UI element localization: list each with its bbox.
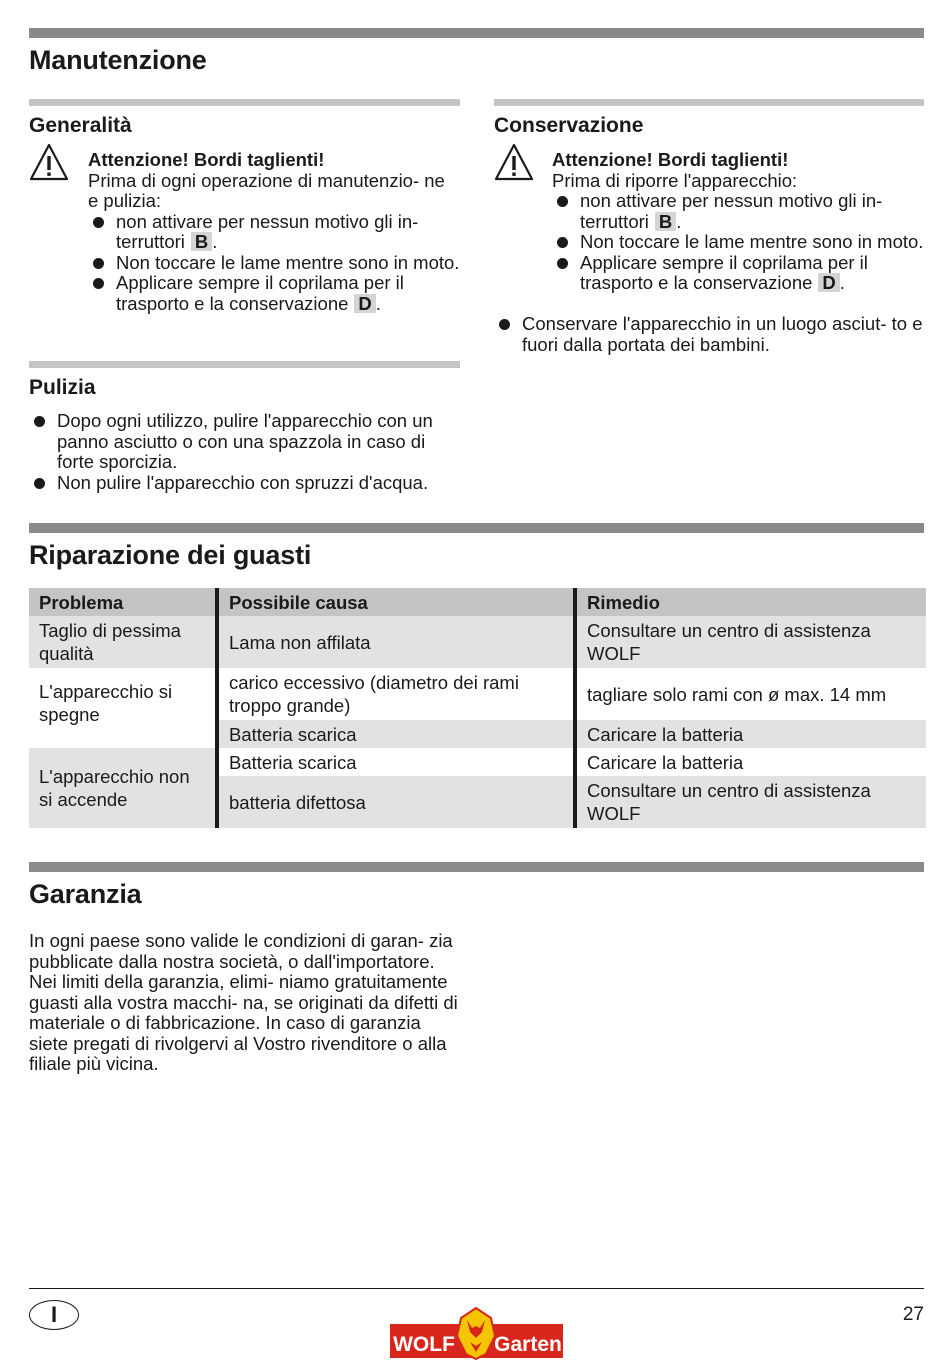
section-title-garanzia: Garanzia [29,879,142,909]
warning-intro: Prima di ogni operazione di manutenzio- ne e pulizia: [88,169,445,211]
subsection-title-generalita: Generalità [29,114,132,137]
subsection-title-conservazione: Conservazione [494,114,644,137]
table-cell: Consultare un centro di assistenza WOLF [575,616,926,668]
warning-title: Attenzione! Bordi taglienti! [552,149,789,170]
list-item: Conservare l'apparecchio in un luogo asciut- to e fuori dalla portata dei bambini. [494,314,924,355]
subsection-bar [494,99,924,106]
table-cell: L'apparecchio si spegne [29,668,217,748]
table-cell: Caricare la batteria [575,748,926,776]
warning-triangle-icon [494,143,534,181]
svg-text:Garten: Garten [494,1333,562,1356]
garanzia-text: In ogni paese sono valide le condizioni di garan- zia pubblicate dalla nostra società, o dall'importatore. Nei limiti della garanzia, elimi- niamo gratuitamente guasti alla vostra macchi- na, se originati da difetti di materiale o di fabbricazione. In caso di garanzia siete pregati di rivolgervi al Vostro rivenditore o alla filiale più vicina. [29,930,458,1074]
list-item: Applicare sempre il coprilama per il trasporto e la conservazione D . [552,253,924,294]
table-cell: Lama non affilata [217,616,575,668]
section-bar [29,862,924,872]
table-cell: Batteria scarica [217,720,575,748]
generalita-warning-block [88,150,460,314]
footer-divider [29,1288,924,1289]
list-item: Non pulire l'apparecchio con spruzzi d'acqua. [29,473,465,494]
troubleshooting-table [29,588,926,828]
table-cell: L'apparecchio non si accende [29,748,217,828]
table-cell: Batteria scarica [217,748,575,776]
switch-key-label: B [191,232,212,251]
section-title-manutenzione: Manutenzione [29,45,207,75]
pulizia-list [29,411,465,493]
table-header-row [29,588,926,616]
page-number: 27 [902,1304,924,1325]
section-bar [29,28,924,38]
table-cell: Taglio di pessima qualità [39,620,181,664]
section-title-riparazione: Riparazione dei guasti [29,540,312,570]
column-header-rimedio: Rimedio [575,588,926,616]
column-header-problema: Problema [29,588,217,616]
table-cell: Caricare la batteria [575,720,926,748]
table-row [29,668,926,720]
warning-intro: Prima di riporre l'apparecchio: [552,169,798,191]
list-item: Non toccare le lame mentre sono in moto. [88,253,460,274]
table-cell: Consultare un centro di assistenza WOLF [575,776,926,828]
language-badge: I [29,1300,79,1330]
wolf-garten-logo [390,1306,563,1360]
list-item: Non toccare le lame mentre sono in moto. [552,232,924,253]
list-item: non attivare per nessun motivo gli in- terruttori B . [88,212,460,253]
list-item: Applicare sempre il coprilama per il trasporto e la conservazione D . [88,273,460,314]
subsection-bar [29,361,460,368]
table-row [29,616,926,668]
subsection-bar [29,99,460,106]
column-header-causa: Possibile causa [217,588,575,616]
conservazione-warning-block [552,150,924,294]
cover-key-label: D [818,273,839,292]
warning-triangle-icon [29,143,69,181]
section-bar [29,523,924,533]
cover-key-label: D [354,294,375,313]
list-item: non attivare per nessun motivo gli in- terruttori B . [552,191,924,232]
list-item: Dopo ogni utilizzo, pulire l'apparecchio con un panno asciutto o con una spazzola in caso di forte sporcizia. [29,411,465,473]
subsection-title-pulizia: Pulizia [29,376,96,399]
table-row [29,748,926,776]
switch-key-label: B [655,212,676,231]
table-cell: tagliare solo rami con ø max. 14 mm [575,668,926,720]
svg-text:WOLF: WOLF [393,1333,455,1356]
table-cell: batteria difettosa [217,776,575,828]
table-cell: carico eccessivo (diametro dei rami troppo grande) [217,668,575,720]
warning-title: Attenzione! Bordi taglienti! [88,149,325,170]
